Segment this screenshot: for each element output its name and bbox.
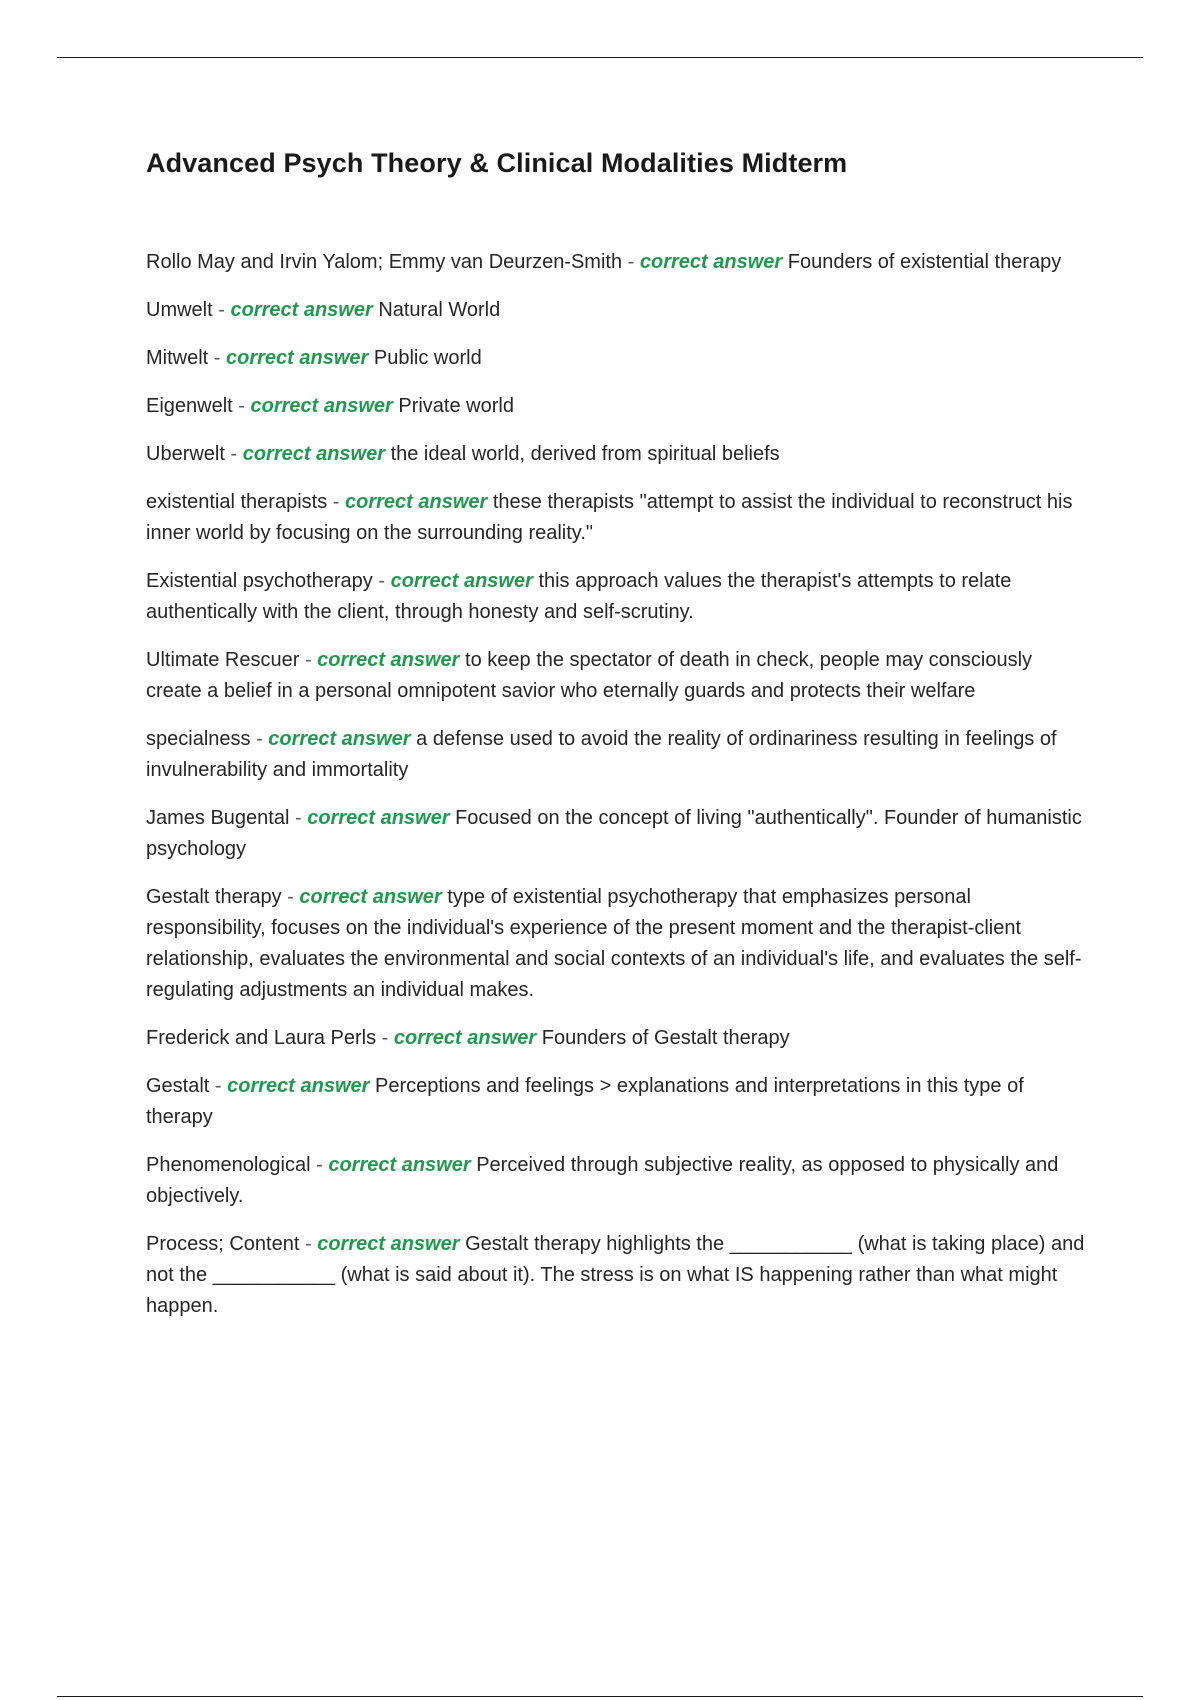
entry-term: Eigenwelt [146,395,233,417]
flashcard-list [146,247,1090,1322]
entry-separator: - [281,886,300,908]
entry-separator: - [212,299,231,321]
entry-term: Existential psychotherapy [146,570,373,592]
entry-term: James Bugental [146,807,290,829]
list-item [146,1071,1090,1133]
entry-term: Process; Content [146,1233,300,1255]
answer-tag: correct answer [317,649,460,671]
entry-definition: this approach values the therapist's attempts to relate authentically with the client, through honesty and self-scrutiny. [146,570,1012,623]
bottom-rule [57,1696,1143,1697]
entry-term: Umwelt [146,299,213,321]
answer-tag: correct answer [227,1075,370,1097]
list-item [146,1023,1090,1054]
entry-term: Frederick and Laura Perls [146,1027,377,1049]
entry-term: Ultimate Rescuer [146,649,300,671]
entry-separator: - [310,1154,329,1176]
list-item [146,439,1090,470]
entry-separator: - [250,728,269,750]
entry-definition: the ideal world, derived from spiritual beliefs [390,443,780,465]
list-item [146,645,1090,707]
entry-separator: - [209,1075,228,1097]
list-item [146,343,1090,374]
answer-tag: correct answer [226,347,369,369]
entry-term: Uberwelt [146,443,225,465]
list-item [146,724,1090,786]
entry-separator: - [327,491,345,513]
entry-definition: Perceived through subjective reality, as opposed to physically and objectively. [146,1154,1059,1207]
list-item [146,295,1090,326]
answer-tag: correct answer [639,251,783,273]
list-item [146,803,1090,865]
answer-tag: correct answer [393,1027,537,1049]
entry-separator: - [289,807,308,829]
document-title: Advanced Psych Theory & Clinical Modalities Midterm [146,148,848,178]
entry-separator: - [224,443,243,465]
entry-separator: - [208,347,227,369]
answer-tag: correct answer [230,299,373,321]
list-item [146,882,1090,1006]
entry-separator: - [299,1233,318,1255]
entry-term: Rollo May and Irvin Yalom; Emmy van Deurzen-Smith [146,251,623,273]
answer-tag: correct answer [390,570,533,592]
answer-tag: correct answer [307,807,450,829]
list-item [146,247,1090,278]
entry-definition: type of existential psychotherapy that emphasizes personal responsibility, focuses on the individual's experience of the present moment and the therapist-client relationship, evaluates the environmental and social contexts of an individual's life, and evaluates the self-regulating adjustments an individual makes. [146,886,1082,1001]
entry-definition: these therapists "attempt to assist the individual to reconstruct his inner world by focusing on the surrounding reality." [146,491,1073,544]
entry-definition: Founders of Gestalt therapy [541,1027,790,1049]
answer-tag: correct answer [242,443,385,465]
entry-separator: - [376,1027,394,1049]
entry-separator: - [622,251,640,273]
answer-tag: correct answer [344,491,488,513]
entry-definition: Focused on the concept of living "authentically". Founder of humanistic psychology [146,807,1082,860]
entry-term: specialness [146,728,251,750]
list-item [146,1150,1090,1212]
list-item [146,487,1090,549]
entry-definition: Founders of existential therapy [787,251,1062,273]
entry-separator: - [232,395,251,417]
answer-tag: correct answer [317,1233,460,1255]
entry-definition: to keep the spectator of death in check, people may consciously create a belief in a personal omnipotent savior who eternally guards and protects their welfare [146,649,1033,702]
entry-definition: a defense used to avoid the reality of ordinariness resulting in feelings of invulnerability and immortality [146,728,1057,781]
entry-separator: - [372,570,391,592]
entry-term: Gestalt [146,1075,210,1097]
entry-definition: Natural World [378,299,501,321]
document-body [146,148,1090,1339]
entry-term: existential therapists [146,491,328,513]
answer-tag: correct answer [250,395,393,417]
entry-term: Phenomenological [146,1154,311,1176]
entry-separator: - [299,649,318,671]
answer-tag: correct answer [328,1154,471,1176]
answer-tag: correct answer [299,886,442,908]
answer-tag: correct answer [268,728,411,750]
entry-definition: Private world [398,395,514,417]
list-item [146,391,1090,422]
top-rule [57,57,1143,58]
entry-definition: Gestalt therapy highlights the ___________ (what is taking place) and not the ___________ (what is said about it). The stress is on what IS happening rather than what might happen. [146,1233,1085,1317]
list-item [146,1229,1090,1322]
entry-definition: Perceptions and feelings > explanations and interpretations in this type of therapy [146,1075,1024,1128]
entry-term: Mitwelt [146,347,209,369]
entry-definition: Public world [373,347,482,369]
list-item [146,566,1090,628]
entry-term: Gestalt therapy [146,886,282,908]
